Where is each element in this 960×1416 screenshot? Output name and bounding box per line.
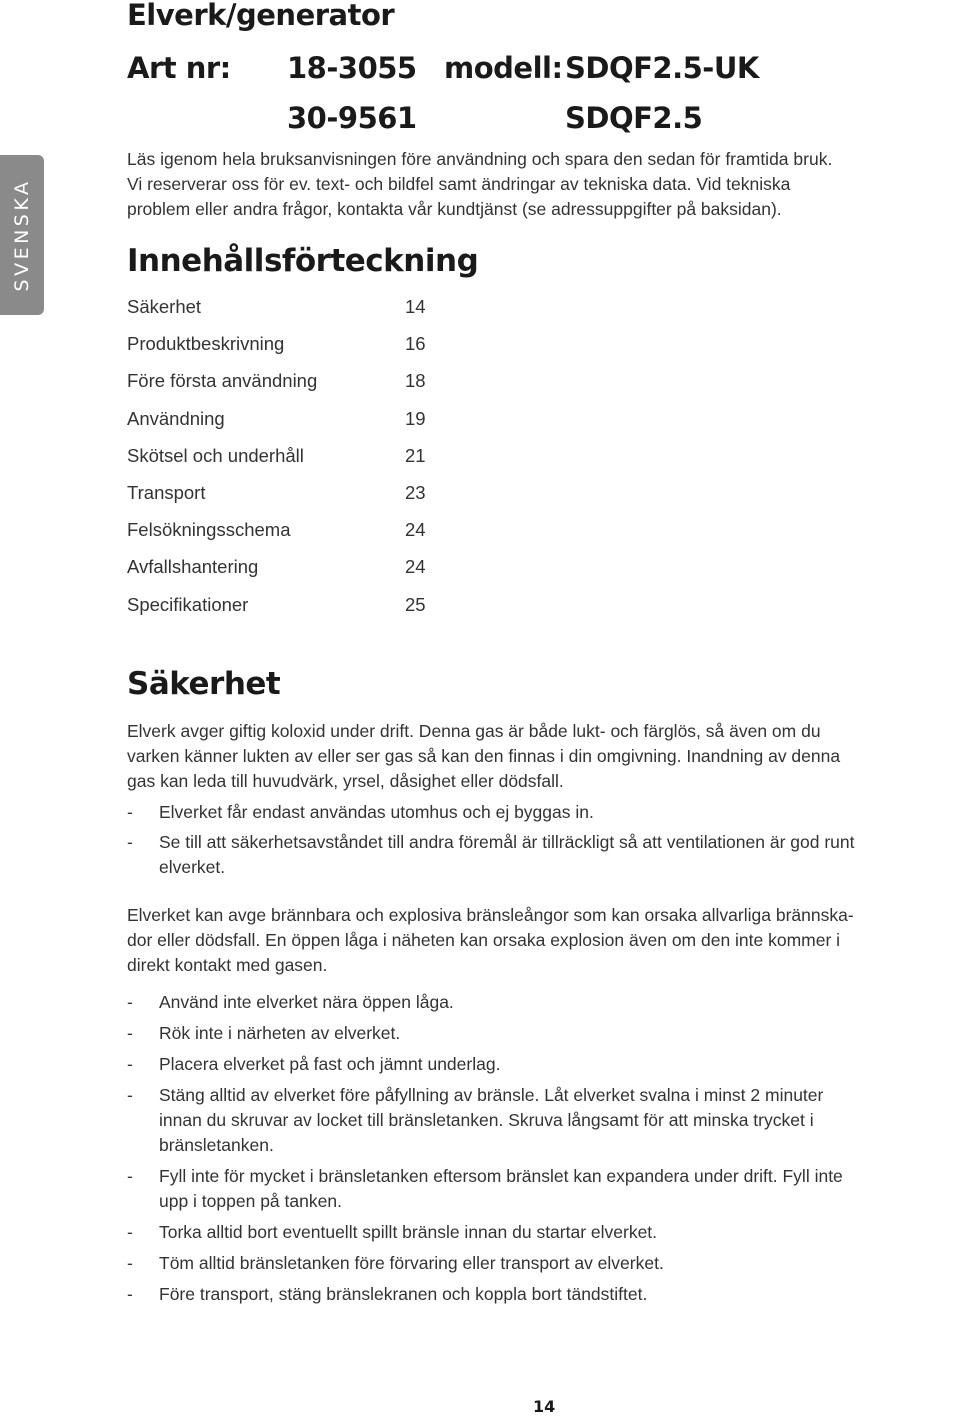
bullet-item [127, 1052, 957, 1077]
art-nr-1: 18-3055 [287, 51, 417, 85]
toc-item-page: 18 [405, 370, 426, 392]
bullet-dash: - [127, 1284, 133, 1304]
bullet-item [127, 1021, 957, 1046]
bullet-line: Före transport, stäng bränslekranen och koppla bort tändstiftet. [159, 1284, 648, 1304]
bullet-dash: - [127, 832, 133, 852]
bullet-line: Fyll inte för mycket i bränsletanken eftersom bränslet kan expandera under drift. Fyll inte [159, 1166, 843, 1186]
bullet-dash: - [127, 992, 133, 1012]
bullet-dash: - [127, 1085, 133, 1105]
toc-item [127, 408, 447, 445]
paragraph-line: direkt kontakt med gasen. [127, 955, 328, 975]
bullet-line: innan du skruvar av locket till bränsletanken. Skruva långsamt för att minska trycket i [159, 1110, 814, 1130]
toc-item-label: Skötsel och underhåll [127, 444, 304, 466]
language-tab [0, 155, 44, 315]
toc-item-page: 25 [405, 593, 426, 615]
toc-item-label: Avfallshantering [127, 556, 259, 578]
document-title: Elverk/generator [127, 0, 395, 32]
toc-item [127, 519, 447, 556]
toc-item-label: Transport [127, 481, 206, 503]
intro-line: Läs igenom hela bruksanvisningen före användning och spara den sedan för framtida bruk. [127, 149, 833, 169]
model-2: SDQF2.5 [565, 101, 703, 135]
bullet-item [127, 830, 957, 880]
bullet-line: Se till att säkerhetsavståndet till andra föremål är tillräckligt så att ventilationen är god runt [159, 832, 855, 852]
toc-item [127, 594, 447, 631]
toc-item-page: 24 [405, 519, 426, 541]
bullet-line: Rök inte i närheten av elverket. [159, 1023, 401, 1043]
safety-paragraph-1 [127, 719, 957, 794]
bullet-line: upp i toppen på tanken. [159, 1191, 342, 1211]
toc-item-label: Specifikationer [127, 593, 249, 615]
paragraph-line: gas kan leda till huvudvärk, yrsel, dåsighet eller dödsfall. [127, 771, 564, 791]
bullet-dash: - [127, 1166, 133, 1186]
toc-item-page: 14 [405, 296, 426, 317]
safety-bullets-1 [127, 800, 957, 880]
toc-item-label: Före första användning [127, 370, 318, 392]
toc-item [127, 556, 447, 593]
bullet-dash: - [127, 1054, 133, 1074]
intro-line: Vi reserverar oss för ev. text- och bildfel samt ändringar av tekniska data. Vid tekniska [127, 174, 791, 194]
safety-bullets-2 [127, 990, 957, 1307]
toc-item-page: 23 [405, 481, 426, 503]
bullet-item [127, 1083, 957, 1158]
toc-item [127, 296, 447, 333]
bullet-line: Torka alltid bort eventuellt spillt bränsle innan du startar elverket. [159, 1222, 658, 1242]
bullet-dash: - [127, 1023, 133, 1043]
toc-item-page: 16 [405, 333, 426, 355]
bullet-dash: - [127, 802, 133, 822]
bullet-line: Använd inte elverket nära öppen låga. [159, 992, 454, 1012]
toc-item-page: 21 [405, 444, 426, 466]
bullet-line: Placera elverket på fast och jämnt underlag. [159, 1054, 501, 1074]
bullet-dash: - [127, 1222, 133, 1242]
safety-paragraph-2 [127, 903, 957, 978]
toc-item-page: 24 [405, 556, 426, 578]
model-1: SDQF2.5-UK [565, 51, 759, 85]
paragraph-line: dor eller dödsfall. En öppen låga i näheten kan orsaka explosion även om den inte kommer i [127, 930, 841, 950]
safety-heading: Säkerhet [127, 666, 281, 702]
art-nr-2: 30-9561 [287, 101, 417, 135]
bullet-line: bränsletanken. [159, 1135, 274, 1155]
bullet-item [127, 1164, 957, 1214]
toc-item [127, 333, 447, 370]
bullet-line: Stäng alltid av elverket före påfyllning av bränsle. Låt elverket svalna i minst 2 minuter [159, 1085, 824, 1105]
intro-paragraph [127, 147, 947, 222]
bullet-item [127, 1251, 957, 1276]
bullet-item [127, 990, 957, 1015]
bullet-line: Elverket får endast användas utomhus och ej byggas in. [159, 802, 594, 822]
paragraph-line: varken känner lukten av eller ser gas så kan den finnas i din omgivning. Inandning av denna [127, 746, 841, 766]
intro-line: problem eller andra frågor, kontakta vår kundtjänst (se adressuppgifter på baksidan). [127, 199, 782, 219]
bullet-item [127, 1282, 957, 1307]
toc-item [127, 445, 447, 482]
toc-item [127, 370, 447, 407]
paragraph-line: Elverket kan avge brännbara och explosiva bränsleångor som kan orsaka allvarliga brännska- [127, 905, 854, 925]
toc-item [127, 482, 447, 519]
toc-item-page: 19 [405, 407, 426, 429]
toc-item-label: Säkerhet [127, 296, 202, 317]
bullet-dash: - [127, 1253, 133, 1273]
language-tab-label: SVENSKA [11, 178, 33, 292]
model-label: modell: [444, 51, 563, 85]
toc-heading: Innehållsförteckning [127, 243, 479, 279]
bullet-line: elverket. [159, 857, 226, 877]
art-nr-label: Art nr: [127, 51, 231, 85]
bullet-item [127, 1220, 957, 1245]
toc-item-label: Användning [127, 407, 225, 429]
table-of-contents [127, 296, 447, 631]
toc-item-label: Felsökningsschema [127, 519, 291, 541]
bullet-item [127, 800, 957, 825]
paragraph-line: Elverk avger giftig koloxid under drift. Denna gas är både lukt- och färglös, så även om du [127, 721, 821, 741]
page-number: 14 [533, 1397, 556, 1416]
toc-item-label: Produktbeskrivning [127, 333, 285, 355]
bullet-line: Töm alltid bränsletanken före förvaring eller transport av elverket. [159, 1253, 664, 1273]
